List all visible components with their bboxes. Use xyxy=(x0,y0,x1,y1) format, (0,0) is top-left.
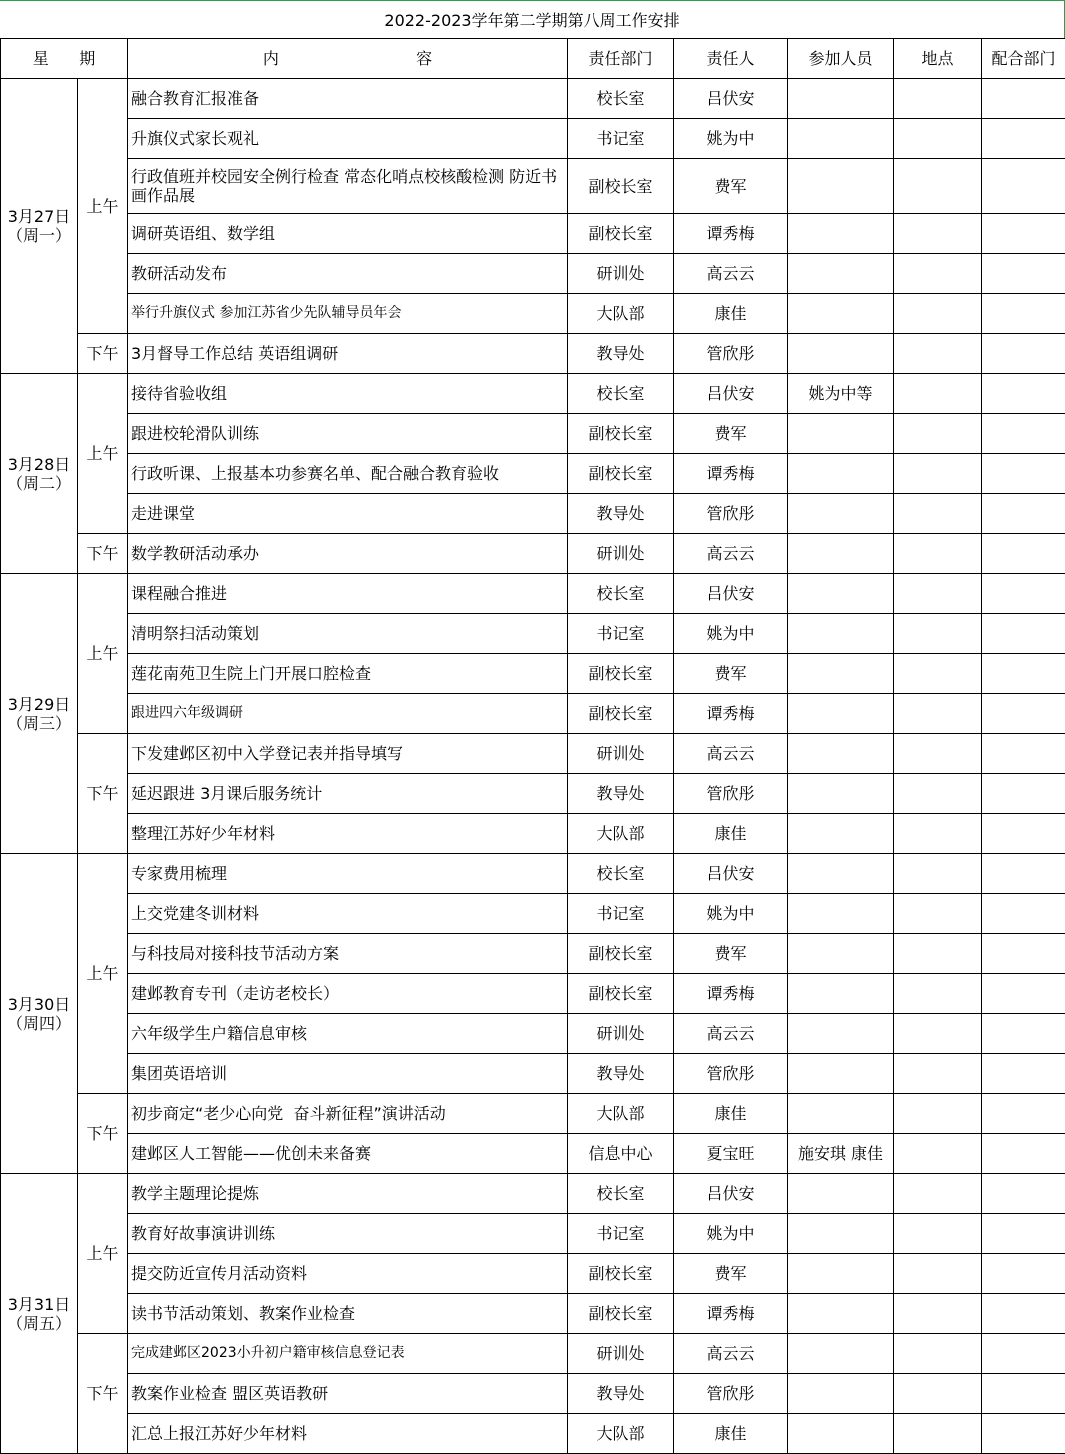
person-cell: 谭秀梅 xyxy=(674,214,788,254)
participants-cell xyxy=(788,974,894,1014)
day-cell xyxy=(1,574,78,854)
participants-cell xyxy=(788,1294,894,1334)
coop-cell xyxy=(982,119,1065,159)
location-cell xyxy=(894,774,982,814)
table-row xyxy=(1,1214,1065,1254)
dept-cell: 校长室 xyxy=(568,854,674,894)
coop-cell xyxy=(982,774,1065,814)
location-cell xyxy=(894,814,982,854)
table-row xyxy=(1,1334,1065,1374)
location-cell xyxy=(894,294,982,334)
header-row xyxy=(1,39,1065,79)
dept-cell: 副校长室 xyxy=(568,654,674,694)
participants-cell: 姚为中等 xyxy=(788,374,894,414)
content-cell: 莲花南苑卫生院上门开展口腔检查 xyxy=(128,654,568,694)
dept-cell: 研训处 xyxy=(568,534,674,574)
content-cell: 接待省验收组 xyxy=(128,374,568,414)
dept-cell: 副校长室 xyxy=(568,974,674,1014)
participants-cell xyxy=(788,814,894,854)
participants-cell xyxy=(788,1254,894,1294)
table-row xyxy=(1,1294,1065,1334)
content-cell: 举行升旗仪式 参加江苏省少先队辅导员年会 xyxy=(128,294,568,334)
person-cell: 谭秀梅 xyxy=(674,1294,788,1334)
person-cell: 高云云 xyxy=(674,534,788,574)
participants-cell xyxy=(788,614,894,654)
table-row xyxy=(1,159,1065,214)
content-cell: 融合教育汇报准备 xyxy=(128,79,568,119)
content-cell: 数学教研活动承办 xyxy=(128,534,568,574)
table-row xyxy=(1,294,1065,334)
header-person: 责任人 xyxy=(674,39,788,79)
participants-cell xyxy=(788,1214,894,1254)
person-cell: 康佳 xyxy=(674,1414,788,1454)
location-cell xyxy=(894,694,982,734)
coop-cell xyxy=(982,574,1065,614)
coop-cell xyxy=(982,414,1065,454)
content-cell: 读书节活动策划、教案作业检查 xyxy=(128,1294,568,1334)
dept-cell: 校长室 xyxy=(568,79,674,119)
table-row xyxy=(1,534,1065,574)
coop-cell xyxy=(982,1414,1065,1454)
dept-cell: 教导处 xyxy=(568,1054,674,1094)
day-cell xyxy=(1,1174,78,1454)
table-row xyxy=(1,1094,1065,1134)
location-cell xyxy=(894,374,982,414)
dept-cell: 教导处 xyxy=(568,494,674,534)
day-date: 3月30日 xyxy=(8,995,71,1014)
dept-cell: 书记室 xyxy=(568,614,674,654)
coop-cell xyxy=(982,374,1065,414)
person-cell: 康佳 xyxy=(674,294,788,334)
location-cell xyxy=(894,534,982,574)
person-cell: 高云云 xyxy=(674,734,788,774)
coop-cell xyxy=(982,254,1065,294)
dept-cell: 副校长室 xyxy=(568,1294,674,1334)
period-cell: 下午 xyxy=(78,734,128,854)
dept-cell: 教导处 xyxy=(568,1374,674,1414)
location-cell xyxy=(894,614,982,654)
day-cell xyxy=(1,854,78,1174)
participants-cell xyxy=(788,1094,894,1134)
coop-cell xyxy=(982,294,1065,334)
coop-cell xyxy=(982,79,1065,119)
participants-cell xyxy=(788,494,894,534)
table-row xyxy=(1,374,1065,414)
dept-cell: 书记室 xyxy=(568,894,674,934)
location-cell xyxy=(894,1054,982,1094)
participants-cell xyxy=(788,534,894,574)
dept-cell: 校长室 xyxy=(568,574,674,614)
person-cell: 高云云 xyxy=(674,1334,788,1374)
dept-cell: 副校长室 xyxy=(568,1254,674,1294)
content-cell: 教育好故事演讲训练 xyxy=(128,1214,568,1254)
coop-cell xyxy=(982,614,1065,654)
location-cell xyxy=(894,214,982,254)
dept-cell: 研训处 xyxy=(568,1334,674,1374)
content-cell: 跟进校轮滑队训练 xyxy=(128,414,568,454)
table-row xyxy=(1,814,1065,854)
coop-cell xyxy=(982,534,1065,574)
day-date: 3月28日 xyxy=(8,455,71,474)
table-row xyxy=(1,1014,1065,1054)
period-cell: 下午 xyxy=(78,334,128,374)
coop-cell xyxy=(982,334,1065,374)
person-cell: 吕伏安 xyxy=(674,79,788,119)
participants-cell xyxy=(788,1014,894,1054)
person-cell: 谭秀梅 xyxy=(674,974,788,1014)
table-row xyxy=(1,574,1065,614)
location-cell xyxy=(894,1254,982,1294)
dept-cell: 副校长室 xyxy=(568,454,674,494)
coop-cell xyxy=(982,974,1065,1014)
period-cell: 下午 xyxy=(78,534,128,574)
person-cell: 夏宝旺 xyxy=(674,1134,788,1174)
person-cell: 费军 xyxy=(674,654,788,694)
table-row xyxy=(1,1054,1065,1094)
person-cell: 吕伏安 xyxy=(674,854,788,894)
table-row xyxy=(1,119,1065,159)
coop-cell xyxy=(982,934,1065,974)
location-cell xyxy=(894,254,982,294)
content-cell: 初步商定“老少心向党 奋斗新征程”演讲活动 xyxy=(128,1094,568,1134)
coop-cell xyxy=(982,734,1065,774)
participants-cell xyxy=(788,454,894,494)
day-week: （周三） xyxy=(7,714,71,733)
content-cell: 建邺区人工智能——优创未来备赛 xyxy=(128,1134,568,1174)
content-cell: 建邺教育专刊（走访老校长） xyxy=(128,974,568,1014)
location-cell xyxy=(894,1014,982,1054)
dept-cell: 校长室 xyxy=(568,1174,674,1214)
content-cell: 完成建邺区2023小升初户籍审核信息登记表 xyxy=(128,1334,568,1374)
participants-cell xyxy=(788,734,894,774)
content-cell: 上交党建冬训材料 xyxy=(128,894,568,934)
location-cell xyxy=(894,1174,982,1214)
dept-cell: 副校长室 xyxy=(568,934,674,974)
day-week: （周一） xyxy=(7,226,71,245)
participants-cell xyxy=(788,574,894,614)
content-cell: 跟进四六年级调研 xyxy=(128,694,568,734)
location-cell xyxy=(894,454,982,494)
location-cell xyxy=(894,494,982,534)
participants-cell xyxy=(788,1054,894,1094)
person-cell: 姚为中 xyxy=(674,1214,788,1254)
coop-cell xyxy=(982,214,1065,254)
person-cell: 谭秀梅 xyxy=(674,694,788,734)
person-cell: 康佳 xyxy=(674,1094,788,1134)
content-cell: 提交防近宣传月活动资料 xyxy=(128,1254,568,1294)
participants-cell xyxy=(788,854,894,894)
dept-cell: 研训处 xyxy=(568,1014,674,1054)
table-row xyxy=(1,454,1065,494)
person-cell: 姚为中 xyxy=(674,614,788,654)
period-cell: 下午 xyxy=(78,1334,128,1454)
coop-cell xyxy=(982,1294,1065,1334)
content-cell: 专家费用梳理 xyxy=(128,854,568,894)
location-cell xyxy=(894,1294,982,1334)
person-cell: 谭秀梅 xyxy=(674,454,788,494)
day-week: （周四） xyxy=(7,1014,71,1033)
participants-cell xyxy=(788,894,894,934)
participants-cell xyxy=(788,334,894,374)
location-cell xyxy=(894,1414,982,1454)
participants-cell xyxy=(788,119,894,159)
person-cell: 管欣彤 xyxy=(674,774,788,814)
content-cell: 延迟跟进 3月课后服务统计 xyxy=(128,774,568,814)
participants-cell xyxy=(788,79,894,119)
coop-cell xyxy=(982,1334,1065,1374)
header-participants: 参加人员 xyxy=(788,39,894,79)
header-weekday: 星 期 xyxy=(1,39,128,79)
participants-cell xyxy=(788,694,894,734)
page-title: 2022-2023学年第二学期第八周工作安排 xyxy=(0,0,1065,38)
person-cell: 管欣彤 xyxy=(674,1374,788,1414)
coop-cell xyxy=(982,1174,1065,1214)
participants-cell xyxy=(788,1414,894,1454)
table-row xyxy=(1,854,1065,894)
header-location: 地点 xyxy=(894,39,982,79)
coop-cell xyxy=(982,1014,1065,1054)
coop-cell xyxy=(982,494,1065,534)
person-cell: 管欣彤 xyxy=(674,334,788,374)
day-date: 3月27日 xyxy=(8,207,71,226)
dept-cell: 书记室 xyxy=(568,1214,674,1254)
content-cell: 教学主题理论提炼 xyxy=(128,1174,568,1214)
participants-cell: 施安琪 康佳 xyxy=(788,1134,894,1174)
person-cell: 吕伏安 xyxy=(674,1174,788,1214)
content-cell: 走进课堂 xyxy=(128,494,568,534)
location-cell xyxy=(894,894,982,934)
content-cell: 升旗仪式家长观礼 xyxy=(128,119,568,159)
dept-cell: 大队部 xyxy=(568,294,674,334)
content-cell: 教研活动发布 xyxy=(128,254,568,294)
period-cell: 下午 xyxy=(78,1094,128,1174)
table-row xyxy=(1,694,1065,734)
dept-cell: 大队部 xyxy=(568,814,674,854)
participants-cell xyxy=(788,654,894,694)
dept-cell: 副校长室 xyxy=(568,694,674,734)
content-cell: 集团英语培训 xyxy=(128,1054,568,1094)
day-date: 3月29日 xyxy=(8,695,71,714)
location-cell xyxy=(894,854,982,894)
person-cell: 费军 xyxy=(674,1254,788,1294)
person-cell: 姚为中 xyxy=(674,119,788,159)
participants-cell xyxy=(788,1174,894,1214)
table-row xyxy=(1,1414,1065,1454)
content-cell: 六年级学生户籍信息审核 xyxy=(128,1014,568,1054)
table-row xyxy=(1,774,1065,814)
person-cell: 姚为中 xyxy=(674,894,788,934)
header-coop: 配合部门 xyxy=(982,39,1065,79)
location-cell xyxy=(894,334,982,374)
day-cell xyxy=(1,79,78,374)
location-cell xyxy=(894,1094,982,1134)
location-cell xyxy=(894,654,982,694)
location-cell xyxy=(894,1214,982,1254)
table-row xyxy=(1,254,1065,294)
period-cell: 上午 xyxy=(78,854,128,1094)
table-row xyxy=(1,934,1065,974)
header-dept: 责任部门 xyxy=(568,39,674,79)
person-cell: 管欣彤 xyxy=(674,1054,788,1094)
dept-cell: 研训处 xyxy=(568,254,674,294)
content-cell: 教案作业检查 盟区英语教研 xyxy=(128,1374,568,1414)
person-cell: 费军 xyxy=(674,414,788,454)
period-cell: 上午 xyxy=(78,79,128,334)
coop-cell xyxy=(982,454,1065,494)
location-cell xyxy=(894,574,982,614)
dept-cell: 教导处 xyxy=(568,334,674,374)
dept-cell: 教导处 xyxy=(568,774,674,814)
table-row xyxy=(1,414,1065,454)
table-row xyxy=(1,334,1065,374)
content-cell: 行政听课、上报基本功参赛名单、配合融合教育验收 xyxy=(128,454,568,494)
participants-cell xyxy=(788,414,894,454)
table-row xyxy=(1,1134,1065,1174)
day-date: 3月31日 xyxy=(8,1295,71,1314)
coop-cell xyxy=(982,159,1065,214)
coop-cell xyxy=(982,1374,1065,1414)
coop-cell xyxy=(982,1054,1065,1094)
location-cell xyxy=(894,934,982,974)
dept-cell: 信息中心 xyxy=(568,1134,674,1174)
participants-cell xyxy=(788,214,894,254)
dept-cell: 副校长室 xyxy=(568,214,674,254)
participants-cell xyxy=(788,159,894,214)
day-week: （周二） xyxy=(7,474,71,493)
day-week: （周五） xyxy=(7,1314,71,1333)
coop-cell xyxy=(982,1254,1065,1294)
person-cell: 康佳 xyxy=(674,814,788,854)
location-cell xyxy=(894,974,982,1014)
dept-cell: 校长室 xyxy=(568,374,674,414)
coop-cell xyxy=(982,694,1065,734)
location-cell xyxy=(894,734,982,774)
content-cell: 3月督导工作总结 英语组调研 xyxy=(128,334,568,374)
coop-cell xyxy=(982,1134,1065,1174)
content-cell: 调研英语组、数学组 xyxy=(128,214,568,254)
table-row xyxy=(1,974,1065,1014)
person-cell: 费军 xyxy=(674,159,788,214)
table-row xyxy=(1,1374,1065,1414)
person-cell: 吕伏安 xyxy=(674,574,788,614)
header-content: 内 容 xyxy=(128,39,568,79)
participants-cell xyxy=(788,254,894,294)
location-cell xyxy=(894,159,982,214)
content-cell: 整理江苏好少年材料 xyxy=(128,814,568,854)
location-cell xyxy=(894,119,982,159)
period-cell: 上午 xyxy=(78,374,128,534)
coop-cell xyxy=(982,814,1065,854)
table-row xyxy=(1,214,1065,254)
location-cell xyxy=(894,1334,982,1374)
location-cell xyxy=(894,79,982,119)
content-cell: 汇总上报江苏好少年材料 xyxy=(128,1414,568,1454)
coop-cell xyxy=(982,894,1065,934)
content-cell: 课程融合推进 xyxy=(128,574,568,614)
location-cell xyxy=(894,1134,982,1174)
location-cell xyxy=(894,1374,982,1414)
coop-cell xyxy=(982,854,1065,894)
dept-cell: 副校长室 xyxy=(568,159,674,214)
person-cell: 高云云 xyxy=(674,254,788,294)
participants-cell xyxy=(788,1334,894,1374)
dept-cell: 副校长室 xyxy=(568,414,674,454)
table-row xyxy=(1,79,1065,119)
table-row xyxy=(1,1254,1065,1294)
person-cell: 高云云 xyxy=(674,1014,788,1054)
period-cell: 上午 xyxy=(78,1174,128,1334)
coop-cell xyxy=(982,1214,1065,1254)
table-row xyxy=(1,894,1065,934)
content-cell: 清明祭扫活动策划 xyxy=(128,614,568,654)
dept-cell: 大队部 xyxy=(568,1414,674,1454)
participants-cell xyxy=(788,774,894,814)
day-cell xyxy=(1,374,78,574)
content-cell: 行政值班并校园安全例行检查 常态化哨点校核酸检测 防近书画作品展 xyxy=(128,159,568,214)
dept-cell: 大队部 xyxy=(568,1094,674,1134)
period-cell: 上午 xyxy=(78,574,128,734)
table-row xyxy=(1,654,1065,694)
location-cell xyxy=(894,414,982,454)
coop-cell xyxy=(982,1094,1065,1134)
person-cell: 费军 xyxy=(674,934,788,974)
dept-cell: 书记室 xyxy=(568,119,674,159)
schedule-table xyxy=(0,38,1065,1454)
table-row xyxy=(1,494,1065,534)
table-row xyxy=(1,614,1065,654)
content-cell: 下发建邺区初中入学登记表并指导填写 xyxy=(128,734,568,774)
table-row xyxy=(1,1174,1065,1214)
participants-cell xyxy=(788,934,894,974)
content-cell: 与科技局对接科技节活动方案 xyxy=(128,934,568,974)
person-cell: 吕伏安 xyxy=(674,374,788,414)
person-cell: 管欣彤 xyxy=(674,494,788,534)
table-row xyxy=(1,734,1065,774)
participants-cell xyxy=(788,294,894,334)
dept-cell: 研训处 xyxy=(568,734,674,774)
participants-cell xyxy=(788,1374,894,1414)
coop-cell xyxy=(982,654,1065,694)
